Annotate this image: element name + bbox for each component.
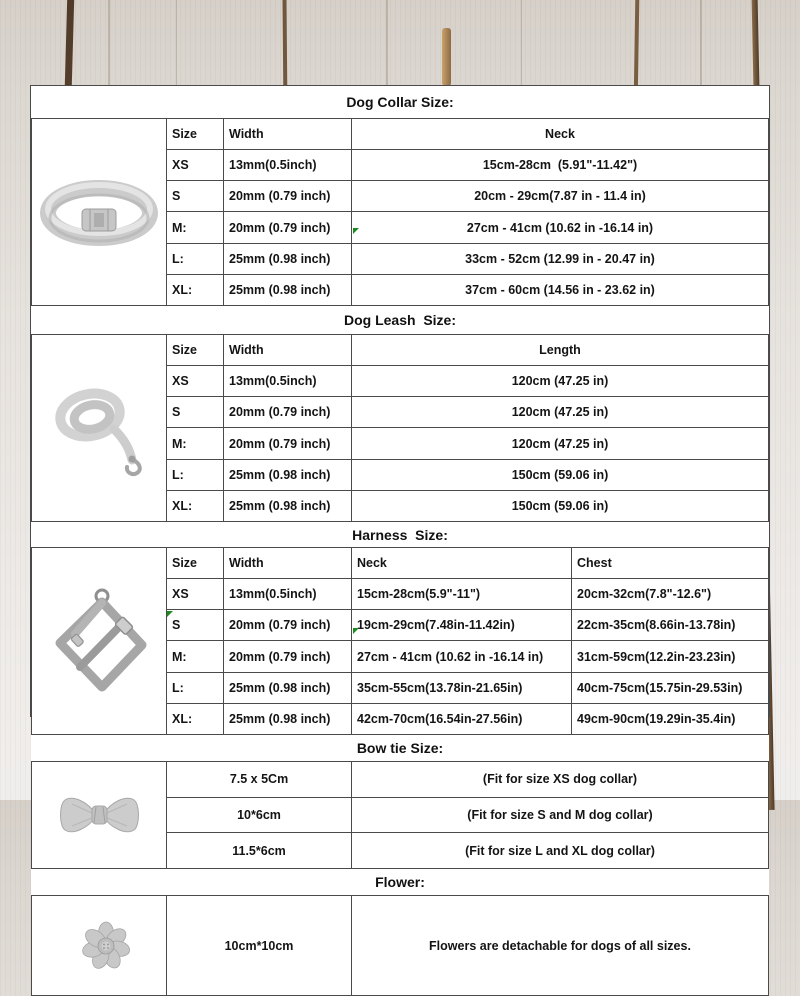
neck-cell: 35cm-55cm(13.78in-21.65in) [352,672,572,703]
table-row [32,896,769,996]
chest-cell: 31cm-59cm(12.2in-23.23in) [572,641,769,672]
column-header-neck: Neck [352,548,572,579]
chest-cell: 40cm-75cm(15.75in-29.53in) [572,672,769,703]
width-cell: 25mm (0.98 inch) [224,243,352,274]
size-cell: XL: [167,490,224,521]
width-cell: 25mm (0.98 inch) [224,490,352,521]
collar-section-title: Dog Collar Size: [31,86,769,118]
green-corner-mark [353,628,359,634]
dog-harness-photo [32,548,167,735]
size-chart-panel [30,85,770,953]
bow-tie-photo [32,762,167,869]
column-header-chest: Chest [572,548,769,579]
chest-cell: 20cm-32cm(7.8"-12.6") [572,579,769,610]
size-cell: L: [167,672,224,703]
leash-size-table [31,334,769,522]
flower-section-title: Flower: [31,869,769,895]
column-header-size: Size [167,548,224,579]
column-header-size: Size [167,119,224,150]
column-header-neck: Neck [352,119,769,150]
bowtie-size-cell: 7.5 x 5Cm [167,762,352,798]
column-header-width: Width [224,548,352,579]
dog-harness-image [32,576,167,706]
width-cell: 13mm(0.5inch) [224,366,352,397]
size-cell: M: [167,641,224,672]
bow-tie-image [32,790,167,840]
length-cell: 120cm (47.25 in) [352,428,769,459]
harness-section-title: Harness Size: [31,522,769,547]
width-cell: 20mm (0.79 inch) [224,181,352,212]
column-header-size: Size [167,335,224,366]
width-cell: 20mm (0.79 inch) [224,397,352,428]
length-cell: 120cm (47.25 in) [352,397,769,428]
width-cell: 20mm (0.79 inch) [224,212,352,243]
table-row [32,335,769,366]
dog-collar-image [32,147,167,277]
size-cell: XL: [167,703,224,734]
column-header-width: Width [224,119,352,150]
width-cell: 13mm(0.5inch) [224,150,352,181]
width-cell: 25mm (0.98 inch) [224,274,352,305]
width-cell: 20mm (0.79 inch) [224,610,352,641]
size-cell: M: [167,428,224,459]
length-cell: 150cm (59.06 in) [352,459,769,490]
flower-image [32,924,167,967]
bowtie-fit-cell: (Fit for size XS dog collar) [352,762,769,798]
harness-size-table [31,547,769,735]
size-cell: L: [167,459,224,490]
size-cell: XS [167,579,224,610]
dog-leash-image [32,363,167,493]
size-cell: S [167,181,224,212]
neck-cell: 33cm - 52cm (12.99 in - 20.47 in) [352,243,769,274]
size-cell: XS [167,150,224,181]
bowtie-size-cell: 11.5*6cm [167,833,352,869]
neck-cell: 19cm-29cm(7.48in-11.42in) [352,610,572,641]
size-cell: XL: [167,274,224,305]
bowtie-fit-cell: (Fit for size L and XL dog collar) [352,833,769,869]
width-cell: 13mm(0.5inch) [224,579,352,610]
width-cell: 25mm (0.98 inch) [224,672,352,703]
column-header-width: Width [224,335,352,366]
size-cell: M: [167,212,224,243]
table-row [32,548,769,579]
flower-desc-cell: Flowers are detachable for dogs of all sizes. [352,896,769,996]
neck-cell: 15cm-28cm (5.91"-11.42") [352,150,769,181]
chest-cell: 22cm-35cm(8.66in-13.78in) [572,610,769,641]
bowtie-section-title: Bow tie Size: [31,735,769,761]
width-cell: 25mm (0.98 inch) [224,703,352,734]
chest-cell: 49cm-90cm(19.29in-35.4in) [572,703,769,734]
wood-crack [442,28,451,86]
collar-size-table [31,118,769,306]
bowtie-size-table [31,761,769,869]
size-cell: L: [167,243,224,274]
neck-cell: 15cm-28cm(5.9"-11") [352,579,572,610]
neck-cell: 42cm-70cm(16.54in-27.56in) [352,703,572,734]
width-cell: 20mm (0.79 inch) [224,428,352,459]
leash-section-title: Dog Leash Size: [31,306,769,334]
table-row [32,119,769,150]
width-cell: 20mm (0.79 inch) [224,641,352,672]
length-cell: 150cm (59.06 in) [352,490,769,521]
green-corner-mark [167,611,173,617]
neck-cell: 37cm - 60cm (14.56 in - 23.62 in) [352,274,769,305]
size-cell: S [167,397,224,428]
neck-cell: 27cm - 41cm (10.62 in -16.14 in) [352,641,572,672]
neck-cell: 27cm - 41cm (10.62 in -16.14 in) [352,212,769,243]
table-row [32,762,769,798]
flower-size-table [31,895,769,996]
green-corner-mark [353,228,359,234]
size-cell: S [167,610,224,641]
width-cell: 25mm (0.98 inch) [224,459,352,490]
flower-photo [32,896,167,996]
neck-cell: 20cm - 29cm(7.87 in - 11.4 in) [352,181,769,212]
dog-collar-photo [32,119,167,306]
size-cell: XS [167,366,224,397]
column-header-length: Length [352,335,769,366]
length-cell: 120cm (47.25 in) [352,366,769,397]
flower-size-cell: 10cm*10cm [167,896,352,996]
dog-leash-photo [32,335,167,522]
bowtie-size-cell: 10*6cm [167,797,352,833]
bowtie-fit-cell: (Fit for size S and M dog collar) [352,797,769,833]
